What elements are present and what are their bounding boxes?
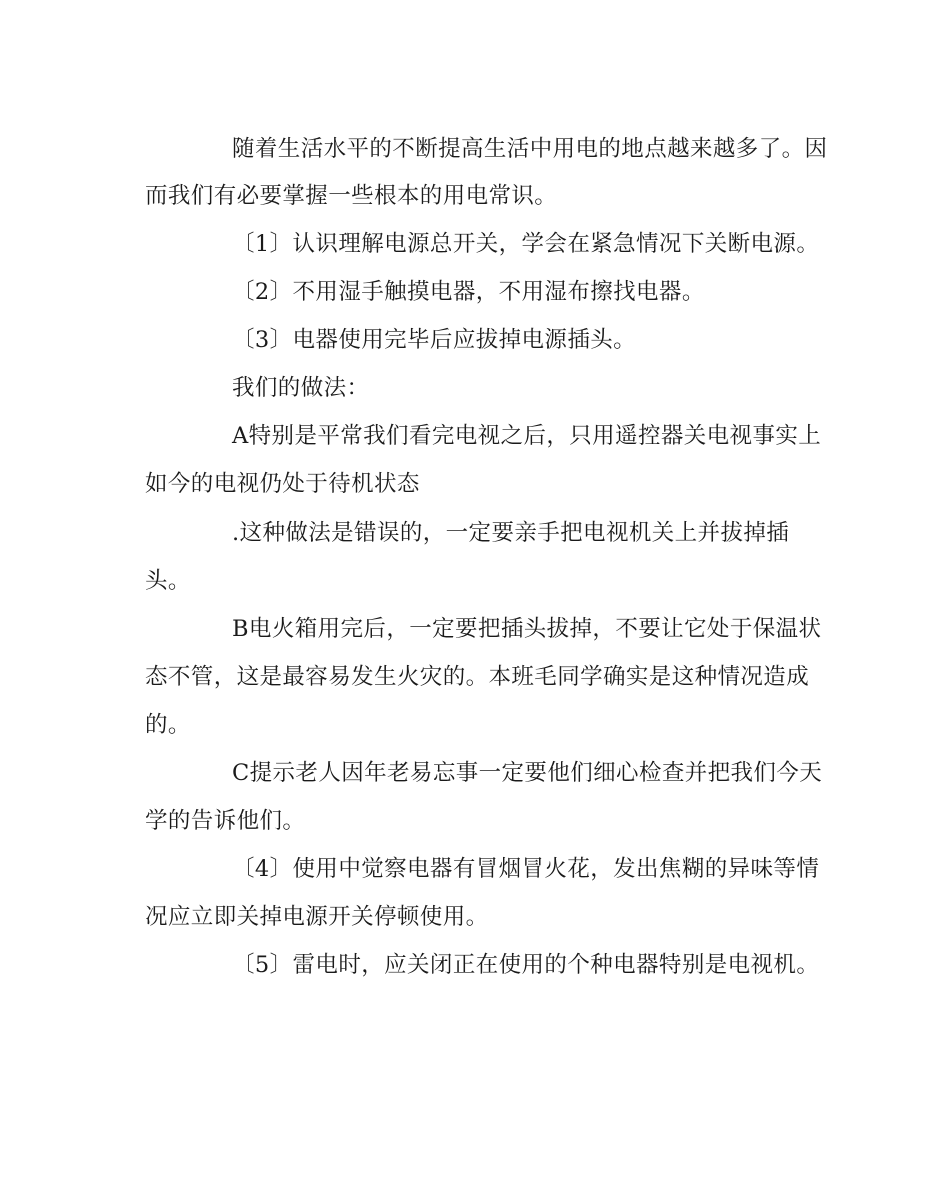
item-a-line-2: 如今的电视仍处于待机状态 <box>145 471 420 497</box>
item-c-line-2: 学的告诉他们。 <box>145 808 306 834</box>
rule-4-line-1: 〔4〕使用中觉察电器有冒烟冒火花，发出焦糊的异味等情 <box>232 856 820 882</box>
item-a-line-3: .这种做法是错误的，一定要亲手把电视机关上并拔掉插 <box>232 520 790 546</box>
rule-4-line-2: 况应立即关掉电源开关停顿使用。 <box>145 904 489 930</box>
item-b-line-1: B电火箱用完后，一定要把插头拔掉，不要让它处于保温状 <box>232 616 822 642</box>
item-c-line-1: C提示老人因年老易忘事一定要他们细心检查并把我们今天 <box>232 760 823 786</box>
rule-3: 〔3〕电器使用完毕后应拔掉电源插头。 <box>232 327 637 353</box>
section-heading: 我们的做法： <box>232 375 370 401</box>
item-b-line-2: 态不管，这是最容易发生火灾的。本班毛同学确实是这种情况造成 <box>145 664 810 690</box>
paragraph-line-2: 而我们有必要掌握一些根本的用电常识。 <box>145 183 558 209</box>
item-a-line-1: A特别是平常我们看完电视之后，只用遥控器关电视事实上 <box>232 423 822 449</box>
item-b-line-3: 的。 <box>145 712 191 738</box>
paragraph-line-1: 随着生活水平的不断提高生活中用电的地点越来越多了。因 <box>232 136 828 162</box>
rule-5: 〔5〕雷电时，应关闭正在使用的个种电器特别是电视机。 <box>232 952 820 978</box>
rule-2: 〔2〕不用湿手触摸电器，不用湿布擦找电器。 <box>232 279 705 305</box>
rule-1: 〔1〕认识理解电源总开关，学会在紧急情况下关断电源。 <box>232 231 820 257</box>
item-a-line-4: 头。 <box>145 568 191 594</box>
